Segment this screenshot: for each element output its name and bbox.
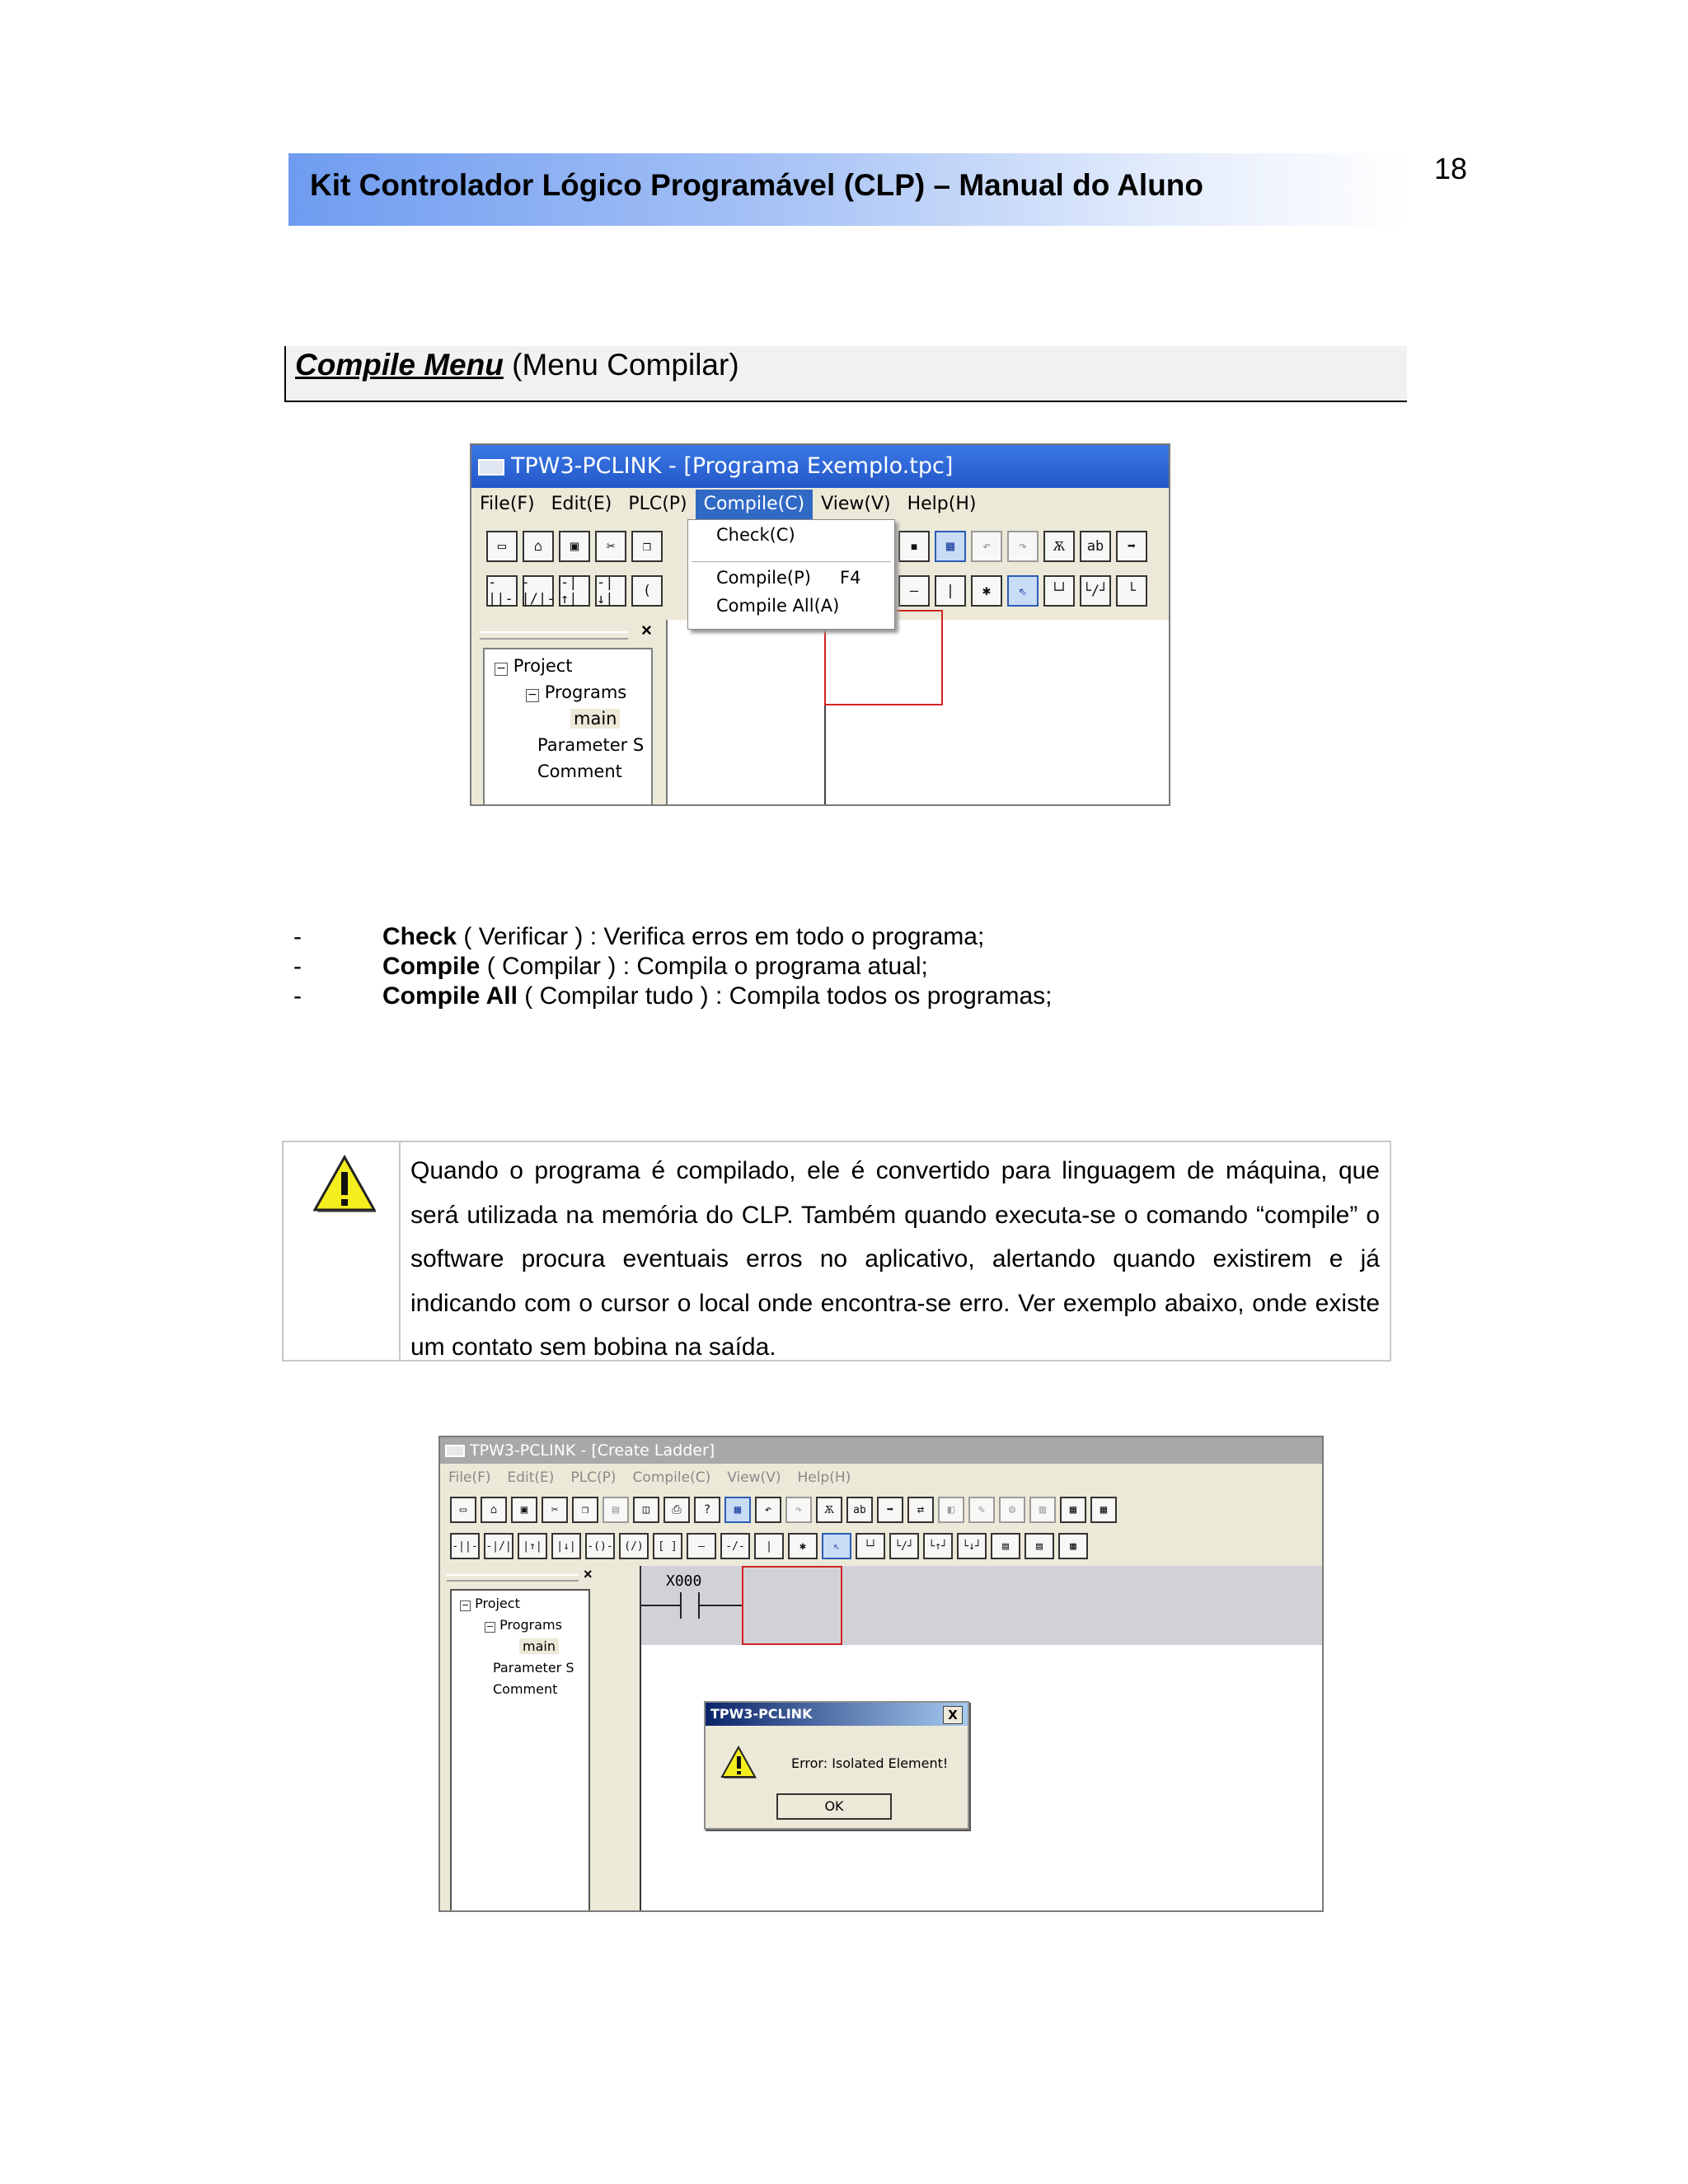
bullet-desc: ( Compilar ) : Compila o programa atual;	[480, 953, 928, 980]
note-text: Quando o programa é compilado, ele é convertido para linguagem de máquina, que será utilizada na memória do CLP. Também quando executa-se o comando “compile” o software procura eventuais erros no aplicativo, alertando quando existirem e já indicando com o cursor o local onde encontra-se erro. Ver exemplo abaixo, onde existe um contato sem bobina na saída.	[410, 1157, 1380, 1361]
menu-plc[interactable]: PLC(P)	[628, 494, 687, 514]
open-file-icon[interactable]: ⌂	[481, 1497, 507, 1523]
note-divider	[399, 1142, 401, 1360]
select-pointer-icon[interactable]: ⇖	[1007, 575, 1039, 607]
vertical-line-icon[interactable]: |	[935, 575, 966, 607]
app-icon	[478, 459, 504, 476]
arrow-right-icon[interactable]: ➡	[877, 1497, 903, 1523]
open-file-icon[interactable]: ⌂	[523, 531, 554, 562]
bullet-dash: -	[293, 923, 302, 950]
tree-node-programs[interactable]	[526, 682, 626, 702]
undo-icon[interactable]: ↶	[971, 531, 1002, 562]
contact-nc-icon[interactable]: -|/|-	[521, 574, 556, 607]
tree-node-parameter[interactable]: Parameter S	[493, 1660, 574, 1675]
monitor-icon[interactable]: ▦	[724, 1497, 751, 1523]
tree-node-parameter[interactable]: Parameter S	[537, 735, 645, 755]
menu-item-compile-all[interactable]: Compile All(A)	[716, 596, 840, 616]
menu-compile[interactable]: Compile(C)	[696, 490, 814, 519]
toolbar-icon-e[interactable]: ⚙	[999, 1497, 1025, 1523]
section-title-emphasis: Compile Menu	[295, 348, 504, 382]
menubar	[440, 1465, 1322, 1490]
contact-no-icon[interactable]: -||-	[486, 575, 518, 607]
cut-icon[interactable]: ✂	[595, 531, 626, 562]
project-pane	[440, 1566, 641, 1912]
menu-item-compile[interactable]: Compile(P)	[716, 568, 811, 588]
menu-plc[interactable]: PLC(P)	[570, 1469, 617, 1486]
parallel-falling-icon[interactable]: └↓┘	[957, 1533, 987, 1559]
bullet-dash: -	[293, 953, 302, 980]
menu-edit[interactable]: Edit(E)	[507, 1469, 555, 1486]
toolbar-icon-a[interactable]: ▪	[898, 531, 930, 562]
function-block-icon[interactable]: [ ]	[653, 1533, 682, 1559]
tree-node-comment[interactable]: Comment	[493, 1681, 558, 1697]
coil-icon[interactable]: (	[631, 575, 663, 607]
contact-no-icon[interactable]: -||-	[450, 1533, 480, 1559]
print-preview-icon[interactable]: ◫	[633, 1497, 659, 1523]
collapse-icon[interactable]: −	[485, 1621, 495, 1632]
paste-icon[interactable]: ▤	[603, 1497, 629, 1523]
toolbar-row-2b	[898, 575, 1147, 607]
note-box	[282, 1141, 1391, 1361]
project-tree-box	[450, 1589, 590, 1912]
error-dialog	[704, 1701, 969, 1830]
find-icon[interactable]: Ѫ	[816, 1497, 842, 1523]
help-icon[interactable]: ?	[694, 1497, 720, 1523]
bullet-desc: ( Verificar ) : Verifica erros em todo o programa;	[457, 923, 985, 950]
coil-negated-icon[interactable]: (/)	[619, 1533, 649, 1559]
pane-close-icon[interactable]: ×	[641, 620, 652, 640]
contact-falling-icon[interactable]: |↓|	[551, 1533, 581, 1559]
parallel-nc-icon[interactable]: └/┘	[889, 1533, 919, 1559]
toolbar-icon-g[interactable]: ▦	[1060, 1497, 1086, 1523]
parallel-no-icon[interactable]: └┘	[856, 1533, 885, 1559]
parallel-rising-icon[interactable]: └↑┘	[923, 1533, 953, 1559]
contact-falling-icon[interactable]: -|↓|	[595, 575, 626, 607]
menu-item-check[interactable]: Check(C)	[716, 525, 795, 545]
screenshot-isolated-element-error	[438, 1436, 1324, 1912]
pane-grip	[447, 1574, 579, 1582]
pane-close-icon[interactable]: ×	[584, 1566, 593, 1582]
copy-icon[interactable]: ❐	[631, 531, 663, 562]
toolbar-icon-i[interactable]: ▤	[991, 1533, 1020, 1559]
tree-label-programs: Programs	[544, 682, 627, 702]
collapse-icon[interactable]: −	[495, 663, 508, 676]
menu-file[interactable]: File(F)	[480, 494, 535, 514]
toolbar-icon-h[interactable]: ▦	[1090, 1497, 1117, 1523]
header-title: Kit Controlador Lógico Programável (CLP) – Manual do Aluno	[310, 168, 1204, 202]
toolbar-row-2	[450, 1533, 1088, 1559]
parallel-extra-icon[interactable]: └	[1116, 575, 1147, 607]
bullet-dash: -	[293, 982, 302, 1010]
monitor-icon[interactable]: ▦	[935, 531, 966, 562]
tree-label-programs: Programs	[499, 1617, 562, 1633]
menu-view[interactable]: View(V)	[727, 1469, 781, 1486]
window-titlebar	[471, 445, 1169, 488]
tree-label-project: Project	[513, 656, 573, 676]
tree-node-main[interactable]: main	[570, 709, 620, 729]
page-number: 18	[1434, 152, 1468, 185]
cut-icon[interactable]: ✂	[542, 1497, 568, 1523]
toolbar-icon-c[interactable]: ◧	[938, 1497, 964, 1523]
section-title	[295, 344, 739, 386]
menu-separator	[692, 561, 891, 562]
arrow-right-icon[interactable]: ➡	[1116, 531, 1147, 562]
delete-vertical-icon[interactable]: ✱	[788, 1533, 818, 1559]
replace-text-icon[interactable]: ab	[1080, 531, 1111, 562]
new-file-icon[interactable]: ▭	[486, 531, 518, 562]
undo-icon[interactable]: ↶	[755, 1497, 781, 1523]
pane-grip	[480, 631, 628, 640]
transfer-icon[interactable]: ⇄	[907, 1497, 934, 1523]
copy-icon[interactable]: ❐	[572, 1497, 598, 1523]
menu-edit[interactable]: Edit(E)	[551, 494, 612, 514]
save-icon[interactable]: ▣	[511, 1497, 537, 1523]
contact-rising-icon[interactable]: -|↑|	[559, 575, 590, 607]
tree-node-project[interactable]	[495, 656, 573, 676]
tree-label-project: Project	[475, 1596, 520, 1611]
menu-item-compile-shortcut: F4	[840, 568, 861, 588]
menu-file[interactable]: File(F)	[448, 1469, 491, 1486]
tree-node-comment[interactable]: Comment	[537, 762, 622, 781]
toolbar-icon-j[interactable]: ▤	[1025, 1533, 1054, 1559]
dialog-message: Error: Isolated Element!	[791, 1755, 949, 1771]
app-icon	[445, 1445, 465, 1457]
menu-help[interactable]: Help(H)	[797, 1469, 851, 1486]
toolbar-icon-f[interactable]: ▥	[1029, 1497, 1056, 1523]
window-titlebar	[440, 1437, 1322, 1464]
dialog-title: TPW3-PCLINK	[710, 1706, 813, 1722]
toolbar-row-1b	[898, 531, 1147, 562]
save-icon[interactable]: ▣	[559, 531, 590, 562]
tree-node-project[interactable]	[460, 1596, 520, 1611]
window-title: TPW3-PCLINK - [Create Ladder]	[470, 1441, 715, 1460]
bullet-term: Compile	[382, 953, 481, 980]
delete-line-icon[interactable]: -/-	[720, 1533, 750, 1559]
print-icon[interactable]: ⎙	[663, 1497, 690, 1523]
warning-icon	[313, 1154, 376, 1213]
horizontal-line-icon[interactable]: —	[687, 1533, 716, 1559]
screenshot-compile-menu	[470, 443, 1170, 806]
bullet-term: Check	[382, 923, 457, 950]
toolbar-row-1	[486, 531, 663, 562]
parallel-no-icon[interactable]: └┘	[1043, 575, 1075, 607]
contact-x000[interactable]	[641, 1587, 743, 1620]
contact-rising-icon[interactable]: |↑|	[518, 1533, 547, 1559]
vertical-line-icon[interactable]: |	[754, 1533, 784, 1559]
menu-help[interactable]: Help(H)	[907, 494, 977, 514]
menu-view[interactable]: View(V)	[821, 494, 891, 514]
ok-button[interactable]: OK	[776, 1793, 892, 1820]
delete-line-icon[interactable]: ✱	[971, 575, 1002, 607]
collapse-icon[interactable]: −	[461, 1600, 470, 1610]
tree-node-main[interactable]: main	[519, 1638, 559, 1654]
toolbar-row-2	[486, 575, 663, 607]
new-file-icon[interactable]: ▭	[450, 1497, 476, 1523]
toolbar-icon-b[interactable]: —	[898, 575, 930, 607]
parallel-nc-icon[interactable]: └/┘	[1080, 575, 1111, 607]
bullet-term: Compile All	[382, 982, 518, 1010]
redo-icon[interactable]: ↷	[785, 1497, 812, 1523]
toolbar-icon-d[interactable]: ✎	[968, 1497, 995, 1523]
selection-cursor	[742, 1566, 842, 1645]
contact-label: X000	[666, 1572, 702, 1590]
menu-compile[interactable]: Compile(C)	[632, 1469, 711, 1486]
find-icon[interactable]: Ѫ	[1043, 531, 1075, 562]
menubar	[471, 490, 1169, 519]
window-title: TPW3-PCLINK - [Programa Exemplo.tpc]	[511, 453, 954, 479]
tree-node-programs[interactable]	[485, 1617, 562, 1633]
coil-icon[interactable]: -()-	[585, 1533, 615, 1559]
toolbar-row-1	[450, 1497, 1117, 1523]
dialog-close-button[interactable]: X	[943, 1706, 963, 1724]
bullet-desc: ( Compilar tudo ) : Compila todos os programas;	[517, 982, 1053, 1010]
toolbar-icon-k[interactable]: ▦	[1058, 1533, 1088, 1559]
compile-dropdown	[687, 519, 895, 630]
warning-icon	[720, 1746, 757, 1780]
project-pane	[471, 620, 668, 806]
dialog-titlebar	[706, 1703, 968, 1726]
select-pointer-icon[interactable]: ⇖	[822, 1533, 851, 1559]
collapse-icon[interactable]: −	[526, 689, 539, 702]
replace-text-icon[interactable]: ab	[846, 1497, 873, 1523]
section-title-rest: (Menu Compilar)	[512, 348, 739, 382]
redo-icon[interactable]: ↷	[1007, 531, 1039, 562]
contact-nc-icon[interactable]: -|/|	[484, 1533, 513, 1559]
